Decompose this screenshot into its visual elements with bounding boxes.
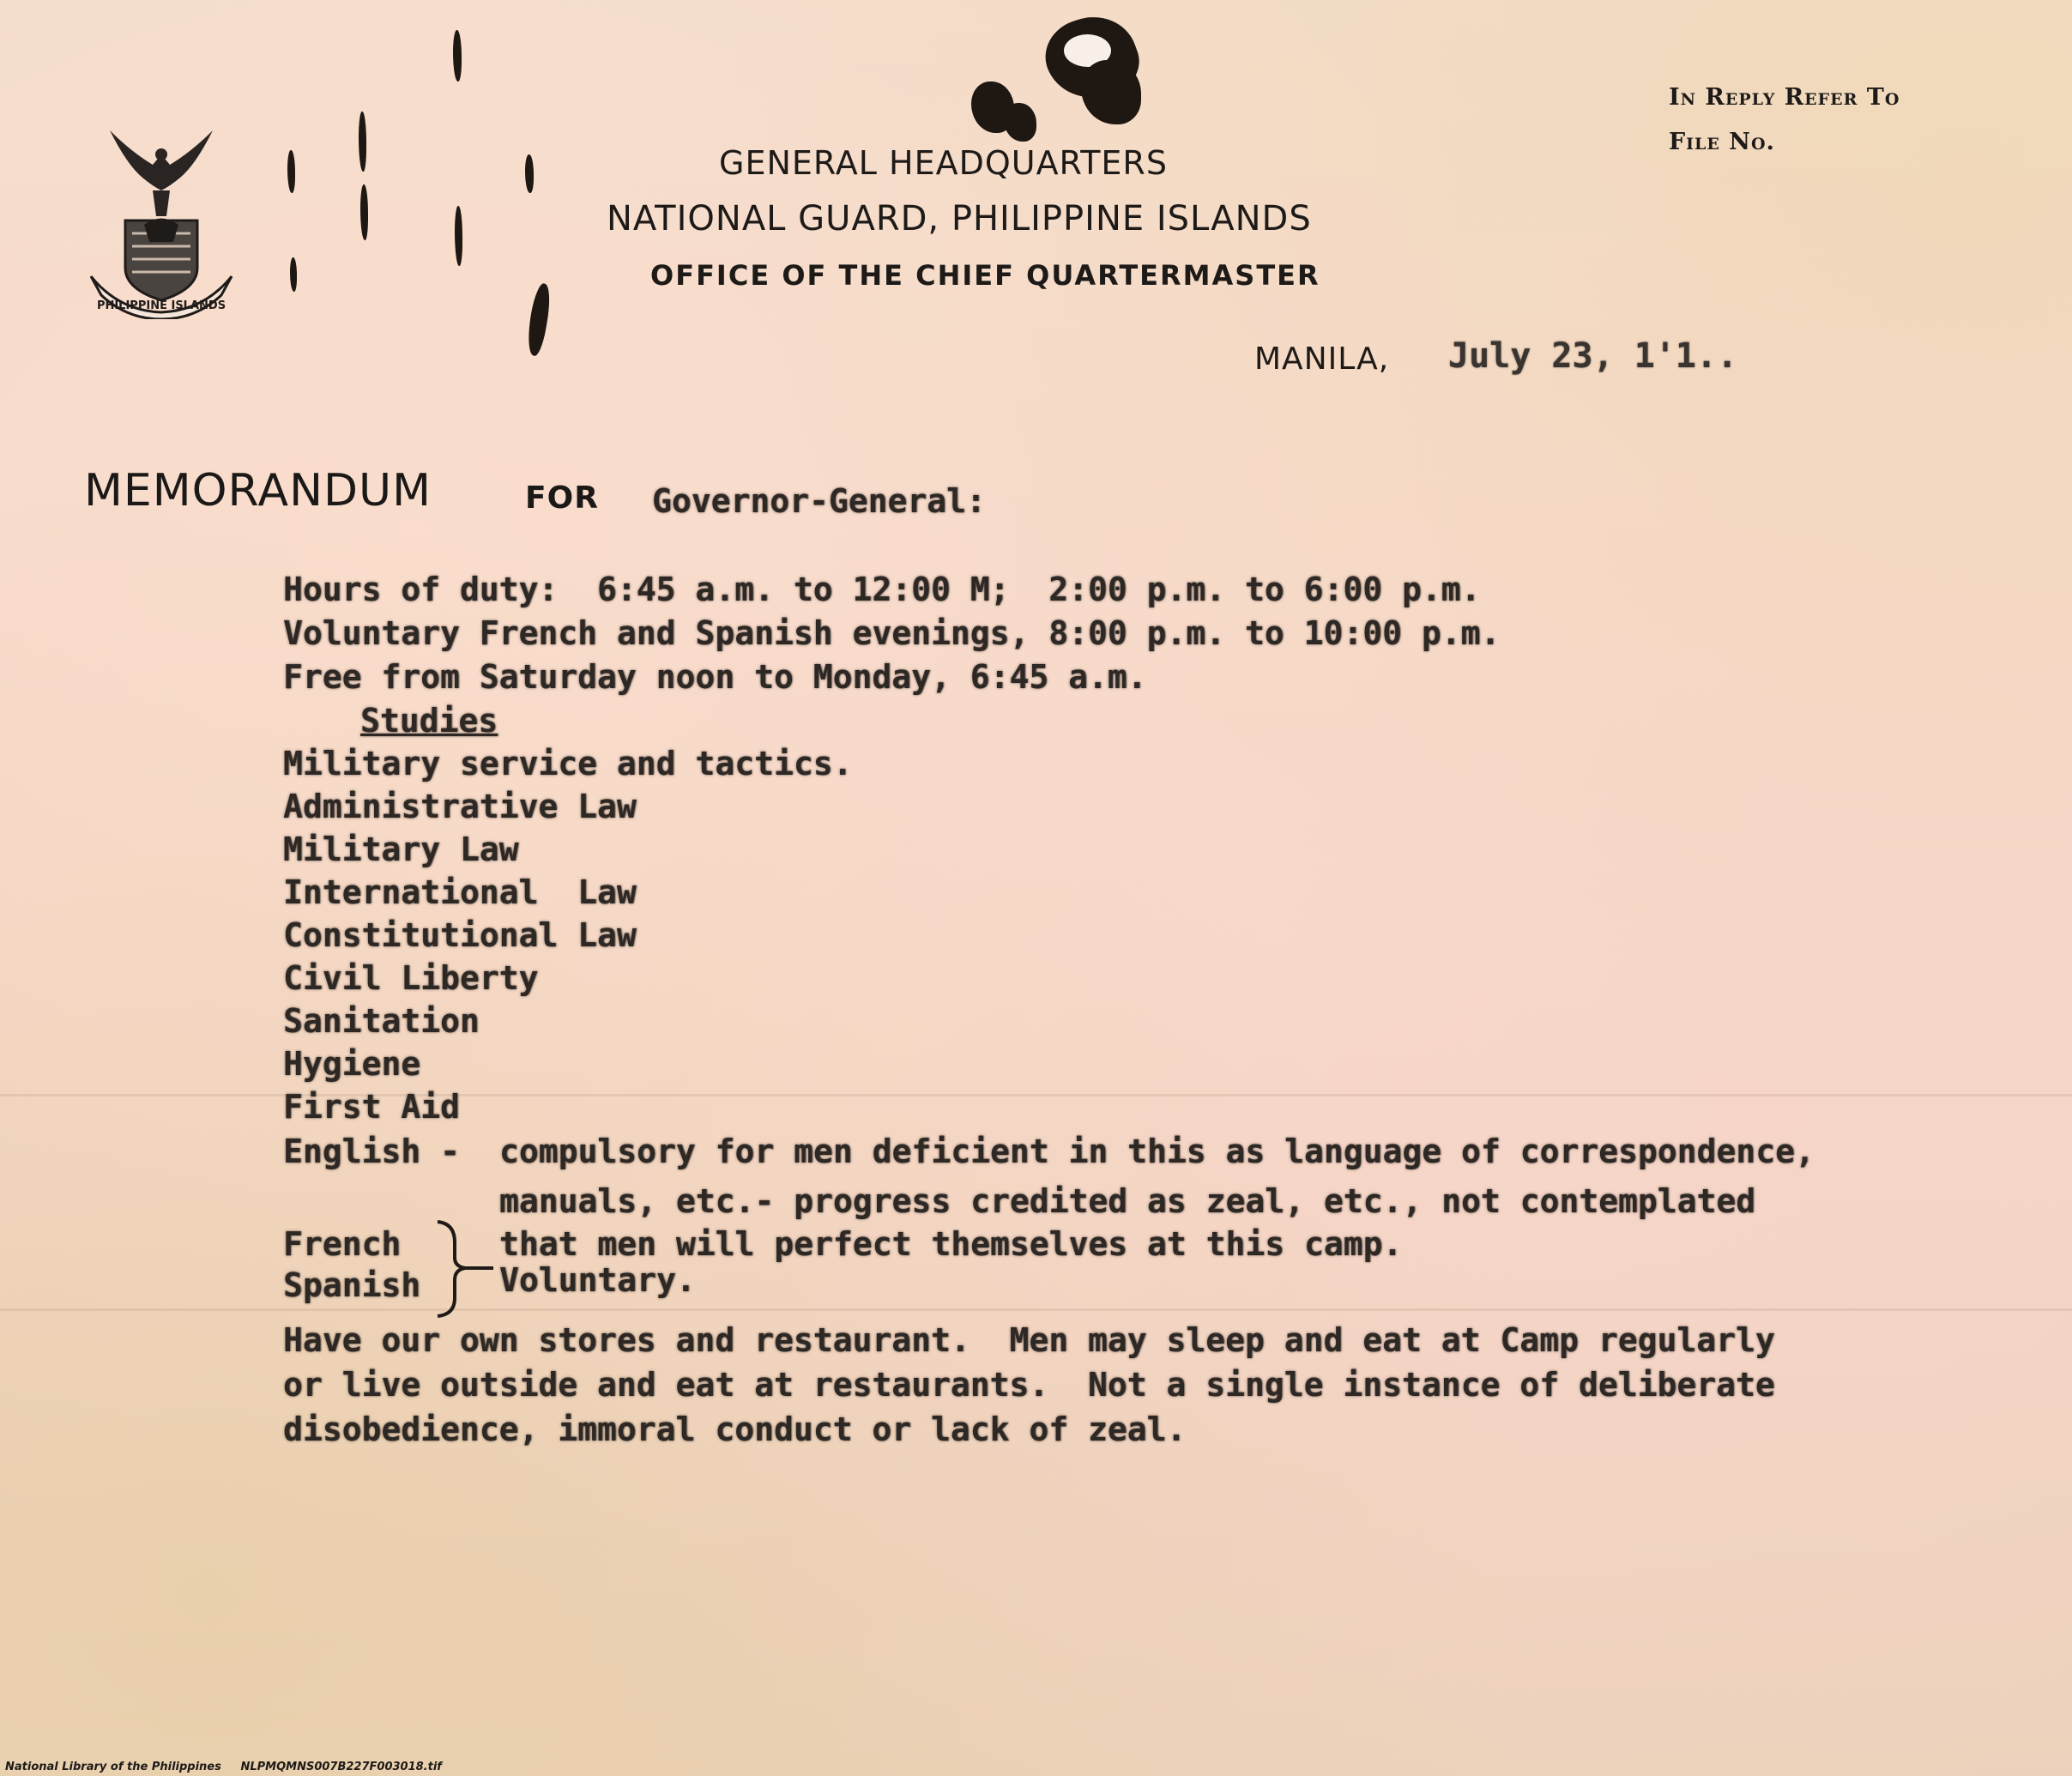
place-label: MANILA, — [1254, 341, 1390, 377]
schedule-line: Hours of duty: 6:45 a.m. to 12:00 M; 2:00 p.m. to 6:00 p.m. — [283, 571, 1481, 608]
burn-stain — [1081, 60, 1141, 124]
ink-stain — [524, 282, 553, 357]
letterhead-line1: GENERAL HEADQUARTERS — [719, 144, 1168, 182]
closing-line: Have our own stores and restaurant. Men may sleep and eat at Camp regularly — [283, 1321, 1775, 1359]
english-note-line: compulsory for men deficient in this as language of correspondence, — [499, 1133, 1815, 1170]
memo-addressee: Governor-General: — [652, 482, 986, 520]
burn-stain — [1004, 103, 1036, 142]
ink-stain — [455, 206, 462, 266]
memo-date: July 23, 1'1.. — [1448, 336, 1738, 376]
french-label: French — [283, 1225, 402, 1263]
ink-stain — [525, 154, 534, 193]
spanish-label: Spanish — [283, 1266, 421, 1304]
study-item: First Aid — [283, 1088, 460, 1126]
philippine-islands-seal-icon — [84, 105, 239, 319]
ink-stain — [359, 112, 366, 172]
study-item: Military Law — [283, 831, 519, 868]
schedule-line: Free from Saturday noon to Monday, 6:45 a.m. — [283, 658, 1147, 696]
reply-refer-label: In Reply Refer To — [1669, 84, 1900, 111]
archive-footer: National Library of the Philippines NLPMQMNS007B227F003018.tif — [5, 1761, 442, 1773]
memo-for-label: FOR — [525, 480, 599, 516]
letterhead-line2: NATIONAL GUARD, PHILIPPINE ISLANDS — [607, 199, 1312, 239]
file-no-label: File No. — [1669, 129, 1775, 155]
english-label: English - — [283, 1133, 460, 1170]
letterhead-line3: OFFICE OF THE CHIEF QUARTERMASTER — [650, 259, 1320, 292]
study-item: Administrative Law — [283, 788, 637, 825]
svg-text:PHILIPPINE ISLANDS: PHILIPPINE ISLANDS — [96, 299, 227, 312]
voluntary-note: Voluntary. — [499, 1261, 696, 1299]
studies-heading: Studies — [360, 702, 498, 740]
study-item: Civil Liberty — [283, 959, 539, 997]
english-note-line: manuals, etc.- progress credited as zeal, etc., not contemplated — [499, 1182, 1756, 1220]
paper-fold — [0, 1308, 2072, 1311]
study-item: Sanitation — [283, 1002, 480, 1040]
schedule-line: Voluntary French and Spanish evenings, 8:00 p.m. to 10:00 p.m. — [283, 614, 1501, 652]
study-item: Military service and tactics. — [283, 745, 853, 782]
ink-stain — [360, 184, 368, 240]
english-note-line: that men will perfect themselves at this camp. — [499, 1225, 1403, 1263]
study-item: International Law — [283, 873, 637, 911]
ink-stain — [287, 150, 295, 193]
closing-line: or live outside and eat at restaurants. Not a single instance of deliberate — [283, 1366, 1775, 1404]
closing-line: disobedience, immoral conduct or lack of zeal. — [283, 1411, 1187, 1448]
study-item: Constitutional Law — [283, 916, 637, 954]
ink-stain — [453, 30, 462, 82]
study-item: Hygiene — [283, 1045, 421, 1083]
brace-icon — [429, 1217, 498, 1320]
ink-stain — [290, 257, 297, 292]
memo-title: MEMORANDUM — [84, 465, 432, 516]
